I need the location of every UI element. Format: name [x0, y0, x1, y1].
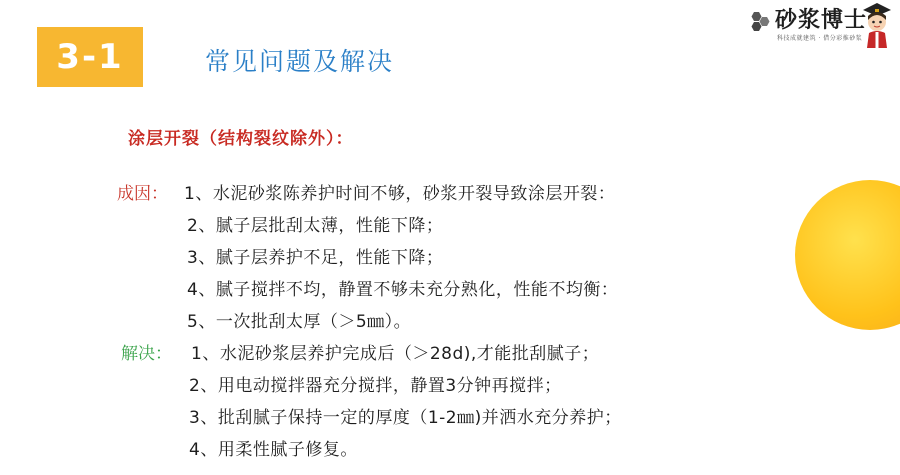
decorative-yellow-circle	[795, 180, 900, 330]
brand-name: 砂浆博士	[775, 8, 868, 33]
mascot-doctor-icon	[861, 0, 893, 48]
cause-item: 2、腻子层批刮太薄，性能下降；	[187, 216, 444, 236]
section-number: 3-1	[56, 37, 124, 77]
hexagon-logo-icon	[748, 9, 774, 35]
page-title: 常见问题及解决	[205, 47, 395, 76]
cause-item: 1、水泥砂浆陈养护时间不够，砂浆开裂导致涂层开裂：	[184, 184, 616, 204]
cause-label: 成因：	[117, 184, 168, 204]
solution-label: 解决：	[121, 344, 172, 364]
cause-item: 5、一次批刮太厚（＞5㎜）。	[187, 312, 412, 332]
section-number-badge	[37, 27, 143, 87]
brand-logo	[745, 0, 895, 50]
solution-item: 1、水泥砂浆层养护完成后（＞28d),才能批刮腻子；	[191, 344, 600, 364]
cause-item: 3、腻子层养护不足，性能下降；	[187, 248, 444, 268]
cause-item: 4、腻子搅拌不均，静置不够未充分熟化，性能不均衡：	[187, 280, 619, 300]
solution-item: 2、用电动搅拌器充分搅拌，静置3分钟再搅拌；	[189, 376, 562, 396]
solution-item: 3、批刮腻子保持一定的厚度（1-2㎜)并洒水充分养护；	[189, 408, 622, 428]
subtitle: 涂层开裂（结构裂纹除外）：	[128, 129, 354, 149]
brand-slogan: 科技成就建筑 · 借分彩推砂浆	[777, 35, 863, 42]
solution-item: 4、用柔性腻子修复。	[189, 440, 358, 460]
